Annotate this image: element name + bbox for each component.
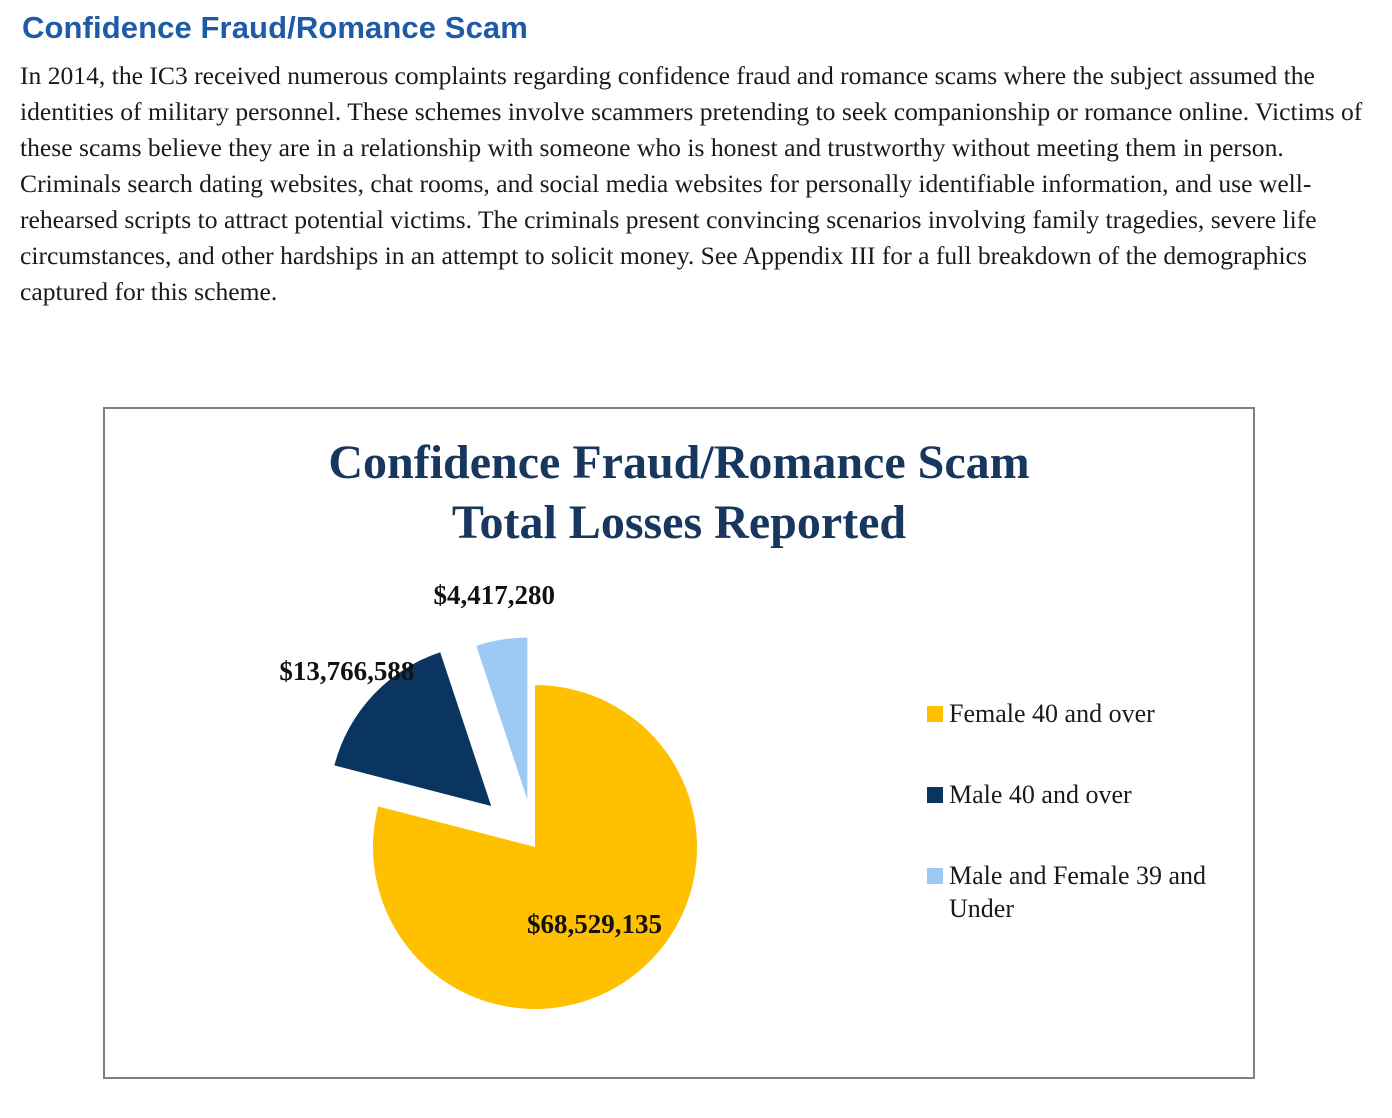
- section-title: Confidence Fraud/Romance Scam: [22, 10, 528, 45]
- legend-label-male-40-and-over: Male 40 and over: [949, 780, 1132, 809]
- legend-swatch-female-40-and-over: [927, 706, 943, 722]
- chart-legend: [927, 697, 1247, 973]
- pie-data-label-2: $13,766,588: [279, 656, 415, 687]
- pie-data-label-1: $68,529,135: [527, 908, 663, 939]
- chart-frame: [103, 407, 1255, 1079]
- body-paragraph: In 2014, the IC3 received numerous complaints regarding confidence fraud and romance scams where the subject assumed the identities of military personnel. These schemes involve scammers pretending to seek companionship or romance online. Victims of these scams believe they are in a relationship with someone who is honest and trustworthy without meeting them in person. Criminals search dating websites, chat rooms, and social media websites for personally identifiable information, and use well-rehearsed scripts to attract potential victims. The criminals present convincing scenarios involving family tragedies, severe life circumstances, and other hardships in an attempt to solicit money. See Appendix III for a full breakdown of the demographics captured for this scheme.: [20, 61, 1363, 306]
- chart-title-line-2: Total Losses Reported: [451, 496, 907, 549]
- pie-data-label-3: $4,417,280: [433, 579, 556, 610]
- legend-item-male-40-and-over: [927, 778, 1247, 811]
- legend-label-39-and-under: Male and Female 39 and Under: [949, 861, 1207, 923]
- legend-label-female-40-and-over: Female 40 and over: [949, 699, 1155, 728]
- legend-swatch-male-40-and-over: [927, 787, 943, 803]
- pie-slice-3: [476, 638, 527, 800]
- legend-item-female-40-and-over: [927, 697, 1247, 730]
- legend-item-39-and-under: [927, 859, 1247, 925]
- legend-swatch-39-and-under: [927, 868, 943, 884]
- chart-title-line-1: Confidence Fraud/Romance Scam: [328, 436, 1030, 489]
